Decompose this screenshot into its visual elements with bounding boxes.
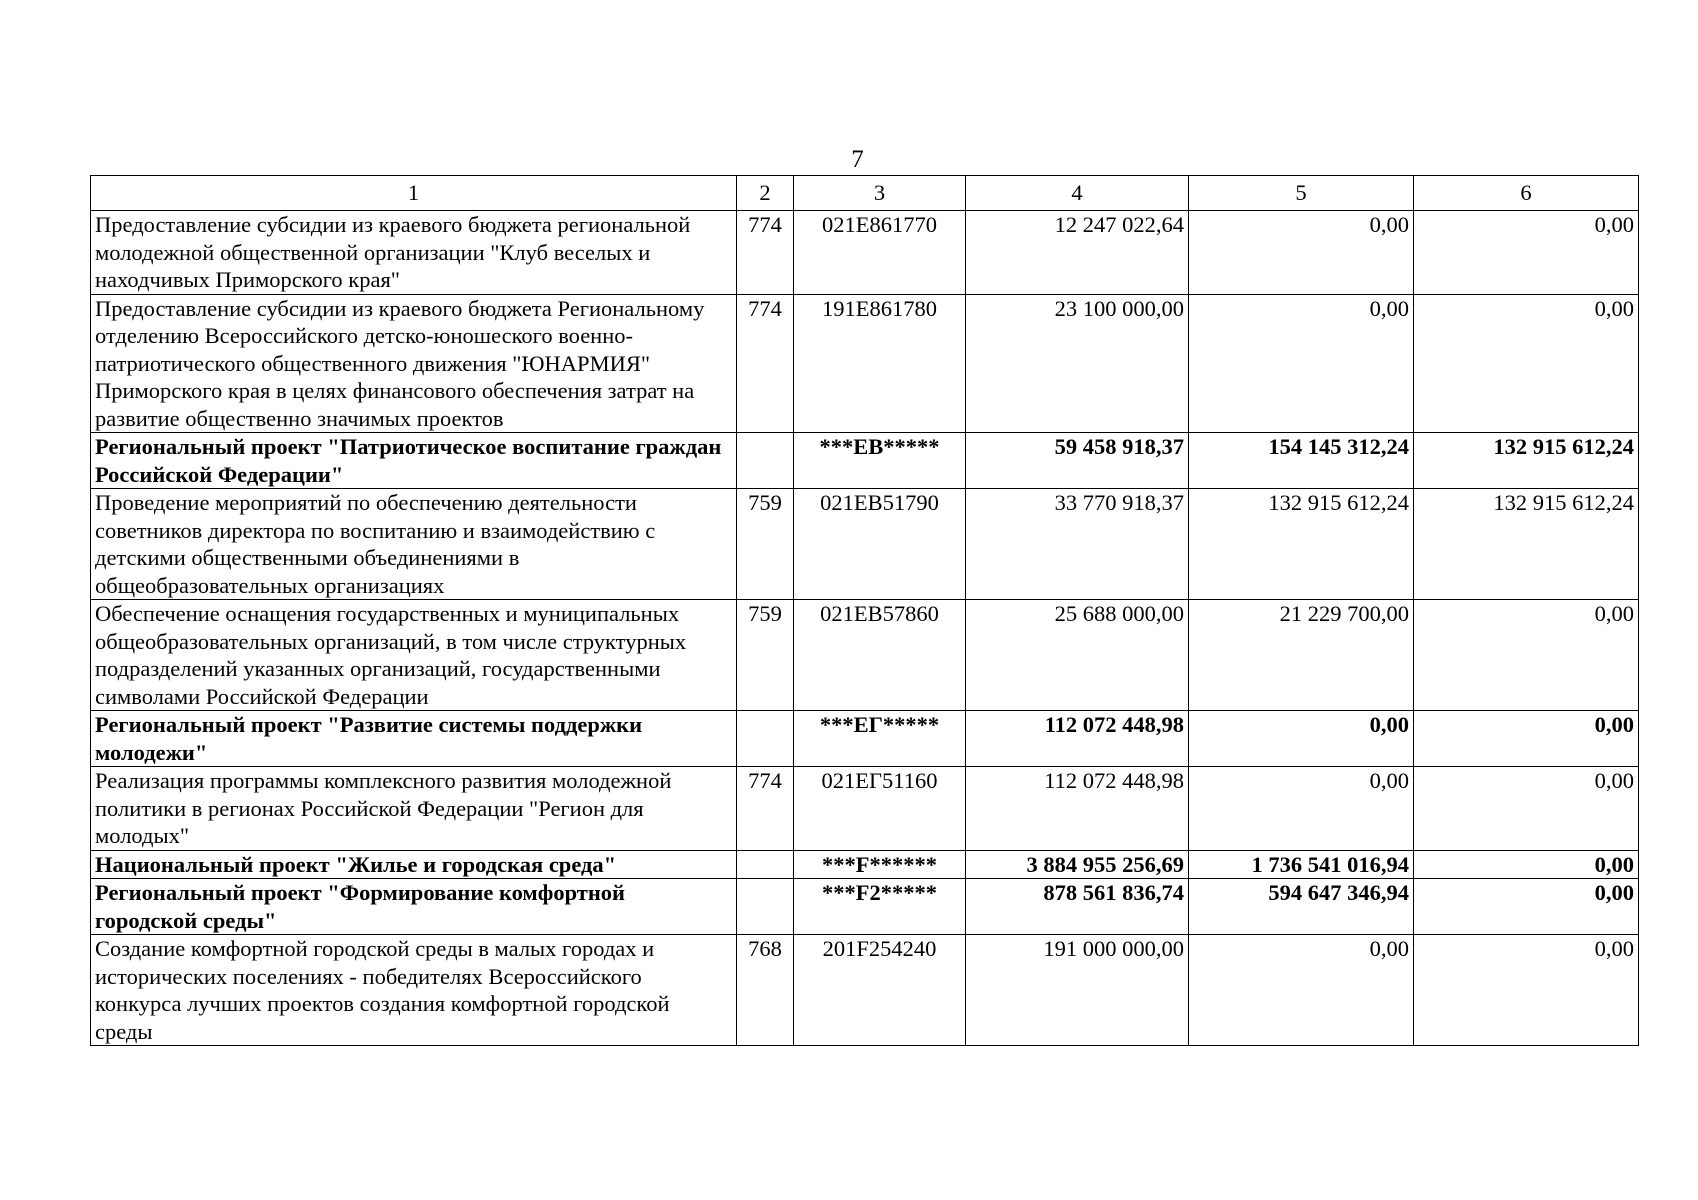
- row-gr-code: [737, 711, 794, 767]
- row-gr-code: [737, 433, 794, 489]
- table-row: [91, 767, 1639, 851]
- row-value-col5: 132 915 612,24: [1189, 489, 1414, 600]
- row-value-col4: 3 884 955 256,69: [966, 850, 1189, 879]
- table-row-project: [91, 711, 1639, 767]
- row-value-col5: 154 145 312,24: [1189, 433, 1414, 489]
- row-value-col5: 594 647 346,94: [1189, 879, 1414, 935]
- header-row: [91, 176, 1639, 211]
- row-name: Проведение мероприятий по обеспечению деятельности советников директора по воспитанию и взаимодействию с детскими общественными объединениями в общеобразовательных организациях: [91, 489, 737, 600]
- row-gr-code: 759: [737, 600, 794, 711]
- row-gr-code: 774: [737, 211, 794, 295]
- row-target-code: 021E861770: [794, 211, 966, 295]
- row-name: Региональный проект "Развитие системы поддержки молодежи": [91, 711, 737, 767]
- row-name: Региональный проект "Формирование комфортной городской среды": [91, 879, 737, 935]
- row-value-col5: 0,00: [1189, 767, 1414, 851]
- row-value-col5: 0,00: [1189, 211, 1414, 295]
- table-row: [91, 489, 1639, 600]
- row-value-col6: 0,00: [1414, 600, 1639, 711]
- row-value-col5: 0,00: [1189, 711, 1414, 767]
- column-header: 3: [794, 176, 966, 211]
- row-gr-code: 774: [737, 294, 794, 433]
- row-value-col5: 0,00: [1189, 935, 1414, 1046]
- column-header: 6: [1414, 176, 1639, 211]
- column-header: 2: [737, 176, 794, 211]
- row-value-col6: 0,00: [1414, 211, 1639, 295]
- row-target-code: 021EГ51160: [794, 767, 966, 851]
- row-target-code: 021EB51790: [794, 489, 966, 600]
- row-target-code: ***F2*****: [794, 879, 966, 935]
- row-value-col4: 112 072 448,98: [966, 767, 1189, 851]
- row-value-col6: 0,00: [1414, 935, 1639, 1046]
- row-value-col4: 191 000 000,00: [966, 935, 1189, 1046]
- row-name: Предоставление субсидии из краевого бюджета Региональному отделению Всероссийского детско-юношеского военно-патриотического общественного движения "ЮНАРМИЯ" Приморского края в целях финансового обеспечения затрат на развитие общественно значимых проектов: [91, 294, 737, 433]
- table-row-project: [91, 433, 1639, 489]
- budget-table: [90, 175, 1639, 1046]
- row-target-code: ***F******: [794, 850, 966, 879]
- table-row-national-project: [91, 850, 1639, 879]
- row-gr-code: [737, 850, 794, 879]
- column-header: 1: [91, 176, 737, 211]
- table-row: [91, 294, 1639, 433]
- row-target-code: ***EB*****: [794, 433, 966, 489]
- row-value-col4: 33 770 918,37: [966, 489, 1189, 600]
- row-value-col5: 0,00: [1189, 294, 1414, 433]
- row-value-col4: 23 100 000,00: [966, 294, 1189, 433]
- row-gr-code: 774: [737, 767, 794, 851]
- row-name: Национальный проект "Жилье и городская среда": [91, 850, 737, 879]
- row-gr-code: [737, 879, 794, 935]
- column-header: 4: [966, 176, 1189, 211]
- page-number: 7: [851, 146, 864, 173]
- row-value-col5: 21 229 700,00: [1189, 600, 1414, 711]
- row-value-col6: 0,00: [1414, 767, 1639, 851]
- row-value-col6: 0,00: [1414, 850, 1639, 879]
- row-value-col6: 0,00: [1414, 294, 1639, 433]
- column-header: 5: [1189, 176, 1414, 211]
- row-name: Предоставление субсидии из краевого бюджета региональной молодежной общественной организации "Клуб веселых и находчивых Приморского края": [91, 211, 737, 295]
- row-target-code: 021EB57860: [794, 600, 966, 711]
- row-name: Региональный проект "Патриотическое воспитание граждан Российской Федерации": [91, 433, 737, 489]
- table-row: [91, 600, 1639, 711]
- row-value-col6: 132 915 612,24: [1414, 489, 1639, 600]
- row-target-code: ***EГ*****: [794, 711, 966, 767]
- row-gr-code: 768: [737, 935, 794, 1046]
- table-row: [91, 211, 1639, 295]
- row-value-col4: 25 688 000,00: [966, 600, 1189, 711]
- row-value-col6: 132 915 612,24: [1414, 433, 1639, 489]
- table-row: [91, 935, 1639, 1046]
- row-value-col4: 12 247 022,64: [966, 211, 1189, 295]
- row-value-col6: 0,00: [1414, 879, 1639, 935]
- row-gr-code: 759: [737, 489, 794, 600]
- row-value-col4: 112 072 448,98: [966, 711, 1189, 767]
- row-target-code: 201F254240: [794, 935, 966, 1046]
- row-value-col6: 0,00: [1414, 711, 1639, 767]
- table-row-project: [91, 879, 1639, 935]
- row-value-col5: 1 736 541 016,94: [1189, 850, 1414, 879]
- row-target-code: 191E861780: [794, 294, 966, 433]
- row-value-col4: 59 458 918,37: [966, 433, 1189, 489]
- row-name: Обеспечение оснащения государственных и муниципальных общеобразовательных организаций, в том числе структурных подразделений указанных организаций, государственными символами Российской Федерации: [91, 600, 737, 711]
- row-name: Реализация программы комплексного развития молодежной политики в регионах Российской Федерации "Регион для молодых": [91, 767, 737, 851]
- row-value-col4: 878 561 836,74: [966, 879, 1189, 935]
- row-name: Создание комфортной городской среды в малых городах и исторических поселениях - победителях Всероссийского конкурса лучших проектов создания комфортной городской среды: [91, 935, 737, 1046]
